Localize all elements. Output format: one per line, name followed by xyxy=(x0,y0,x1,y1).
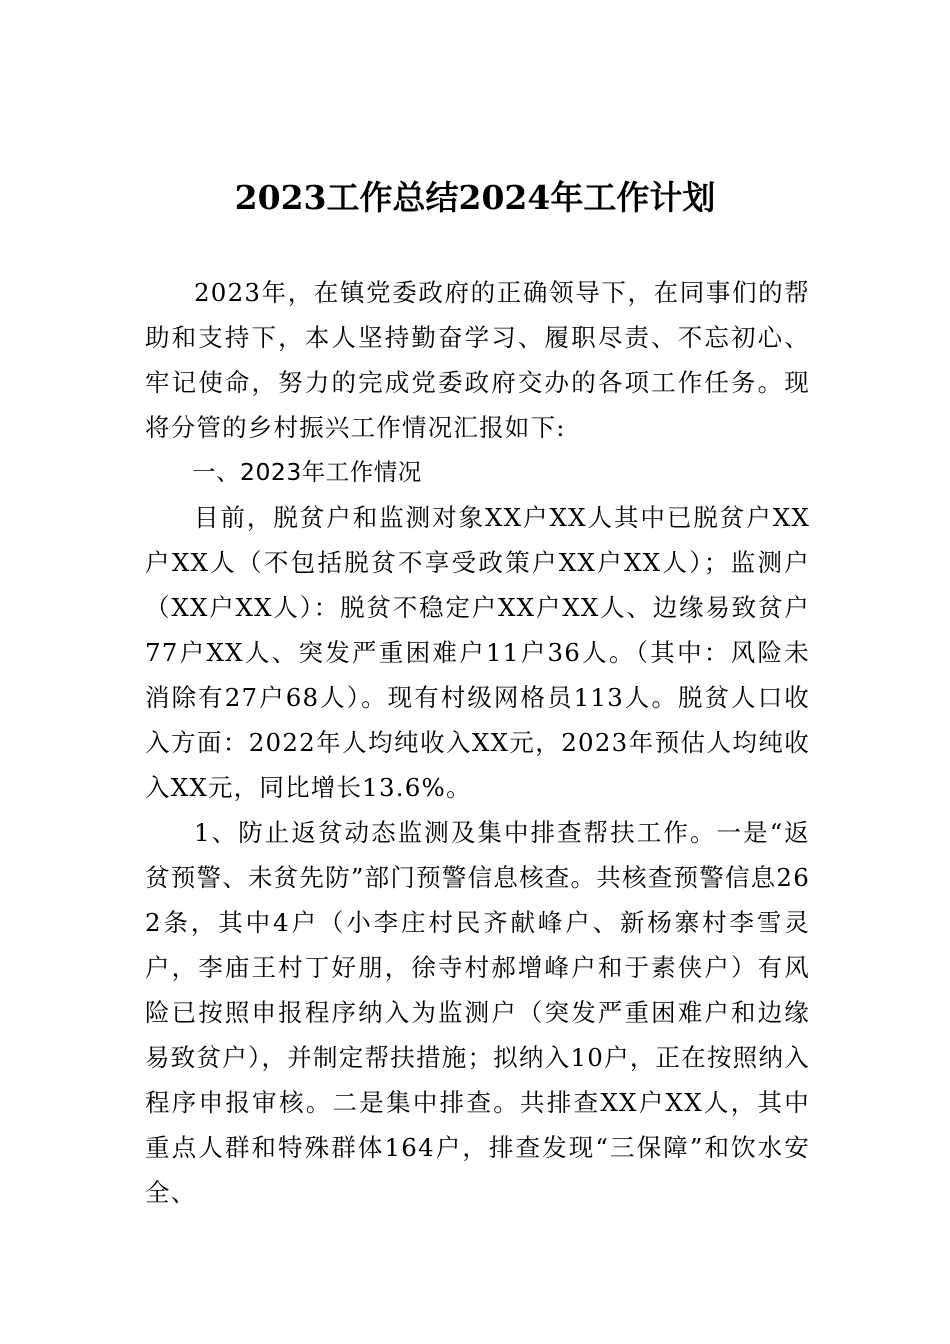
section-heading-1: 一、2023年工作情况 xyxy=(192,458,422,486)
status-paragraph: 目前，脱贫户和监测对象XX户XX人其中已脱贫户XX户XX人（不包括脱贫不享受政策户XX户XX人）；监测户（XX户XX人）：脱贫不稳定户XX户XX人、边缘易致贫户77户XX人、突发严重困难户11户36人。（其中：风险未消除有27户68人）。现有村级网格员113人。脱贫人口收入方面：2022年人均纯收入XX元，2023年预估人均纯收入XX元，同比增长13.6%。 xyxy=(145,503,810,802)
document-title: 2023工作总结2024年工作计划 xyxy=(234,178,716,217)
intro-paragraph: 2023年，在镇党委政府的正确领导下，在同事们的帮助和支持下，本人坚持勤奋学习、履职尽责、不忘初心、牢记使命，努力的完成党委政府交办的各项工作任务。现将分管的乡村振兴工作情况汇报如下: xyxy=(145,278,810,442)
document-body xyxy=(145,270,810,1215)
monitoring-paragraph: 1、防止返贫动态监测及集中排查帮扶工作。一是“返贫预警、未贫先防”部门预警信息核查。共核查预警信息262条，其中4户（小李庄村民齐献峰户、新杨寨村李雪灵户，李庙王村丁好朋，徐寺村郝增峰户和于素侠户）有风险已按照申报程序纳入为监测户（突发严重困难户和边缘易致贫户），并制定帮扶措施；拟纳入10户，正在按照纳入程序申报审核。二是集中排查。共排查XX户XX人，其中重点人群和特殊群体164户，排查发现“三保障”和饮水安全、 xyxy=(145,818,810,1207)
